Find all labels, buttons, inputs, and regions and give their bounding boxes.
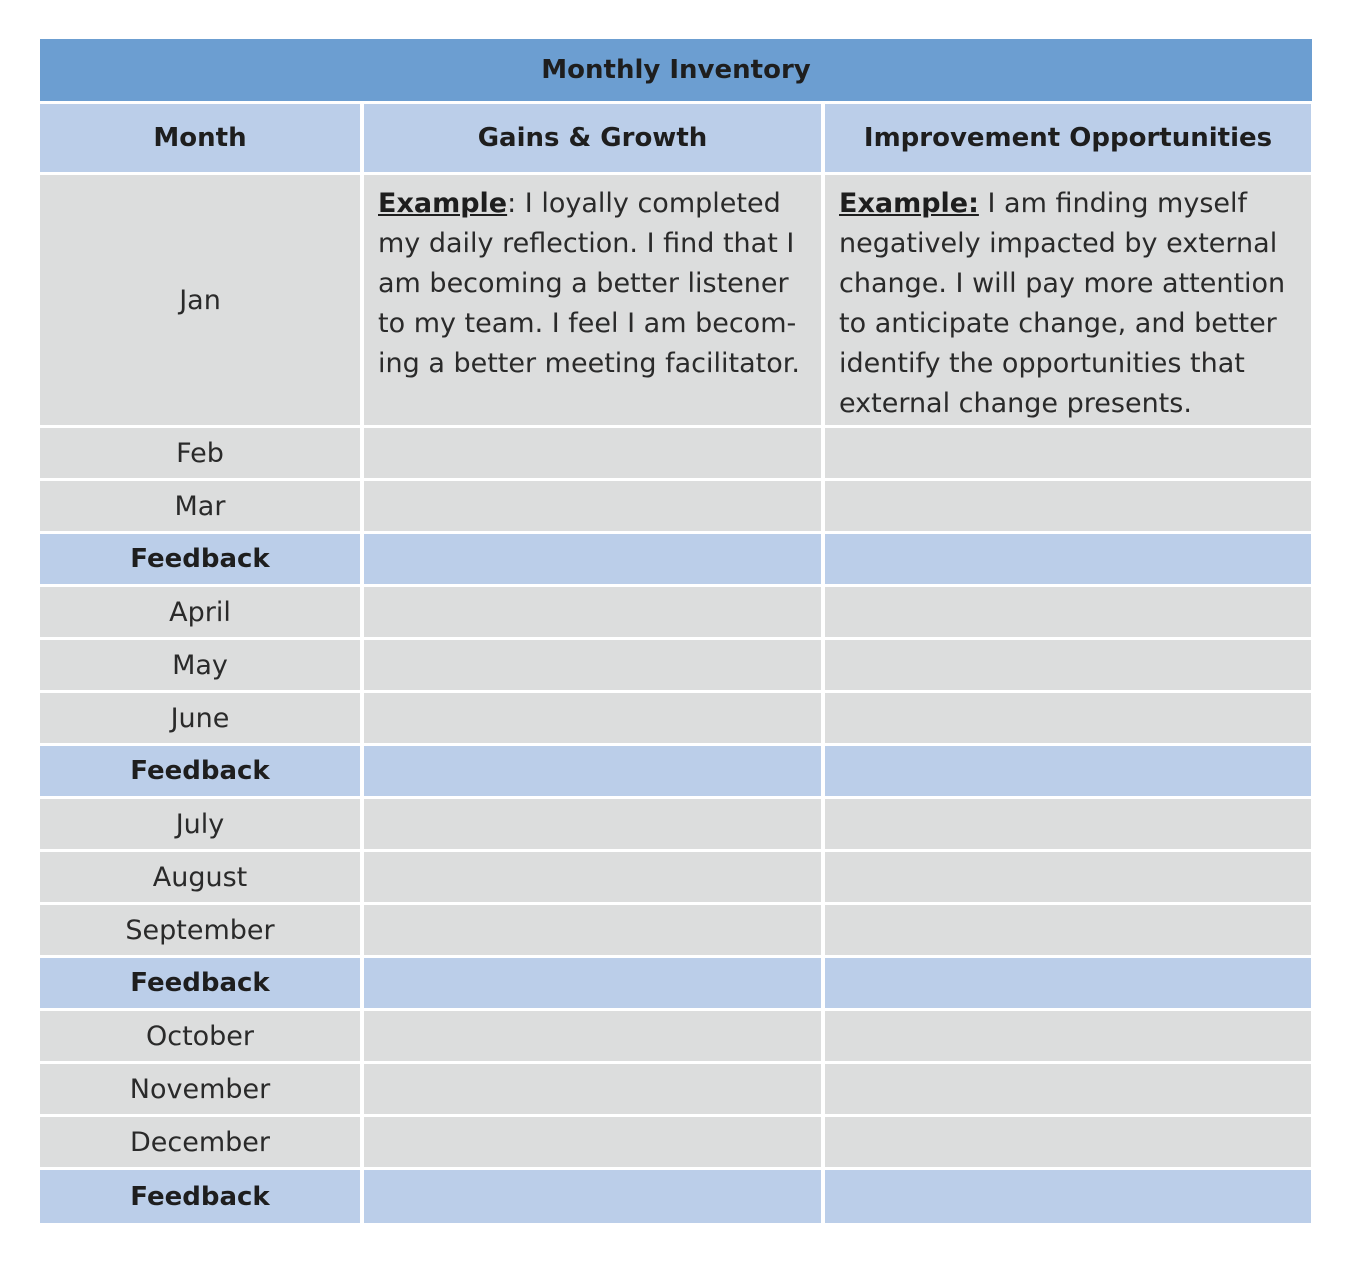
feedback-label: Feedback [40,746,360,796]
month-row [40,799,1312,852]
gains-cell[interactable] [364,852,821,902]
month-cell: Feb [40,428,360,478]
gains-cell[interactable] [364,958,821,1008]
improvement-example-label: Example: [839,188,979,219]
feedback-row [40,958,1312,1011]
gains-cell[interactable] [364,587,821,637]
gains-cell[interactable] [364,905,821,955]
improvement-cell[interactable] [825,587,1311,637]
month-row [40,693,1312,746]
improvement-cell[interactable] [825,958,1311,1008]
feedback-row [40,534,1312,587]
gains-cell[interactable] [364,481,821,531]
month-cell: December [40,1117,360,1167]
improvement-cell[interactable] [825,852,1311,902]
gains-cell[interactable] [364,799,821,849]
gains-cell[interactable] [364,746,821,796]
gains-example-cell[interactable] [364,175,821,425]
feedback-label: Feedback [40,958,360,1008]
month-cell: October [40,1011,360,1061]
month-row [40,481,1312,534]
month-row [40,1064,1312,1117]
example-row [40,175,1312,428]
improvement-cell[interactable] [825,640,1311,690]
month-row [40,905,1312,958]
improvement-cell[interactable] [825,534,1311,584]
monthly-inventory-table [40,39,1312,1223]
gains-example-text: I loyally completed my daily reflection. I find that I am becoming a better listener to my team. I feel I am becom-ing a better meeting facilitator. [378,188,800,379]
gains-example-separator: : [507,188,517,219]
improvement-cell[interactable] [825,693,1311,743]
month-row [40,852,1312,905]
month-cell: November [40,1064,360,1114]
month-row [40,428,1312,481]
feedback-row [40,1170,1312,1223]
month-cell: August [40,852,360,902]
improvement-example-paragraph [839,184,1297,424]
header-row [40,104,1312,175]
column-header-gains: Gains & Growth [364,104,821,172]
column-header-month: Month [40,104,360,172]
improvement-cell[interactable] [825,1117,1311,1167]
gains-cell[interactable] [364,693,821,743]
improvement-cell[interactable] [825,1170,1311,1223]
gains-cell[interactable] [364,1011,821,1061]
month-row [40,640,1312,693]
gains-example-paragraph [378,184,807,384]
improvement-cell[interactable] [825,905,1311,955]
feedback-row [40,746,1312,799]
month-cell: April [40,587,360,637]
feedback-label: Feedback [40,1170,360,1223]
column-header-improvement: Improvement Opportunities [825,104,1311,172]
month-cell: September [40,905,360,955]
gains-cell[interactable] [364,1064,821,1114]
improvement-cell[interactable] [825,1064,1311,1114]
month-cell: May [40,640,360,690]
month-cell: Jan [40,175,360,425]
improvement-cell[interactable] [825,428,1311,478]
improvement-cell[interactable] [825,481,1311,531]
improvement-example-text: I am finding myself negatively impacted by external change. I will pay more attention to anticipate change, and better identify the opportunities that external change presents. [839,188,1286,419]
improvement-cell[interactable] [825,1011,1311,1061]
gains-cell[interactable] [364,428,821,478]
feedback-label: Feedback [40,534,360,584]
month-row [40,1117,1312,1170]
table-body [40,428,1312,1223]
month-row [40,1011,1312,1064]
gains-cell[interactable] [364,534,821,584]
improvement-cell[interactable] [825,799,1311,849]
table-title: Monthly Inventory [40,39,1312,104]
month-row [40,587,1312,640]
improvement-example-cell[interactable] [825,175,1311,425]
month-cell: June [40,693,360,743]
gains-cell[interactable] [364,1117,821,1167]
gains-cell[interactable] [364,640,821,690]
gains-cell[interactable] [364,1170,821,1223]
month-cell: July [40,799,360,849]
month-cell: Mar [40,481,360,531]
improvement-cell[interactable] [825,746,1311,796]
gains-example-label: Example [378,188,508,219]
